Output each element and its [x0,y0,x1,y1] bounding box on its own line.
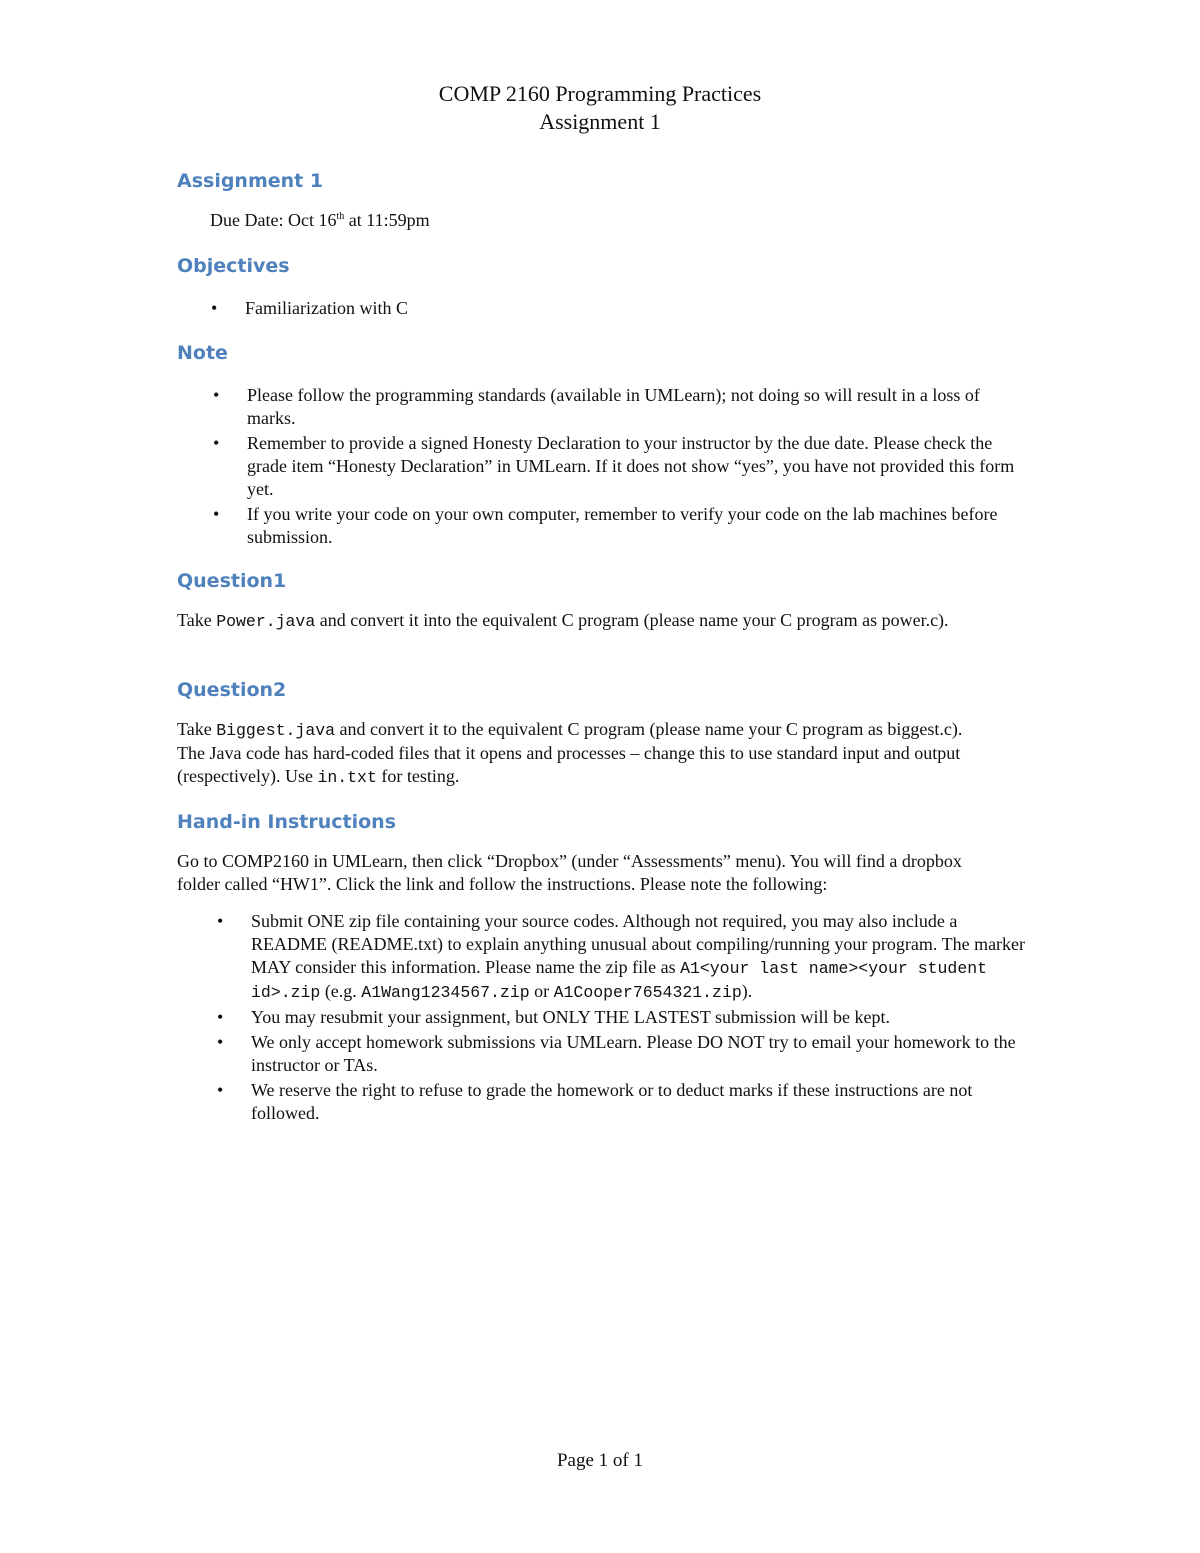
document-header [0,80,1200,136]
list-item-text: We reserve the right to refuse to grade the homework or to deduct marks if these instructions are not followed. [251,1080,973,1123]
heading-question2: Question2 [177,679,287,701]
due-date-prefix: Due Date: Oct 16 [210,210,337,230]
list-item-text: Remember to provide a signed Honesty Declaration to your instructor by the due date. Please check the grade item “Honesty Declaration” in UMLearn. If it does not show “yes”, you have not provided this form yet. [247,433,1015,499]
list-item-text: (e.g. [320,981,362,1001]
heading-objectives: Objectives [177,255,290,277]
handin-list [217,910,1031,1127]
question2-text-part: for testing. [376,766,460,786]
code-zip-example-2: A1Cooper7654321.zip [553,983,742,1002]
list-item-text: Please follow the programming standards (available in UMLearn); not doing so will result in a loss of marks. [247,385,980,428]
page-number: Page 1 of 1 [556,1450,643,1471]
objectives-list [211,297,1005,322]
heading-assignment: Assignment 1 [177,170,324,192]
assignment-title: Assignment 1 [539,109,661,134]
bullet-icon: • [217,1007,224,1027]
question1-text-part: Take [177,610,217,630]
bullet-icon: • [217,911,224,931]
list-item-text: If you write your code on your own computer, remember to verify your code on the lab machines before submission. [247,504,998,547]
course-title: COMP 2160 Programming Practices [438,81,762,106]
list-item-text: Familiarization with C [245,298,408,318]
question2-text [177,718,992,789]
code-power-java: Power.java [216,612,316,631]
list-item-text: or [529,981,554,1001]
question1-text-part: and convert it into the equivalent C program (please name your C program as power.c). [315,610,949,630]
list-item [217,1031,1031,1077]
question2-text-part: and convert it to the equivalent C program (please name your C program as biggest.c). The Java code has hard-coded files that it opens and processes – change this to use standard input and output (respectively). Use [177,719,963,786]
list-item-text: Submit ONE zip file containing your source codes. Although not required, you may also include a README (README.txt) to explain anything unusual about compiling/running your program. The marker MAY consider this information. Please name the zip file as [251,911,1026,977]
code-zip-name-pattern: A1<your last name><your student id>.zip [251,959,988,1002]
list-item [217,910,1031,1004]
heading-question1: Question1 [177,570,287,592]
note-list [213,384,1017,551]
list-item [211,297,1005,320]
bullet-icon: • [217,1080,224,1100]
due-date-superscript: th [336,211,345,222]
list-item [213,503,1017,549]
bullet-icon: • [211,298,218,318]
list-item [213,384,1017,430]
bullet-icon: • [213,433,220,453]
code-biggest-java: Biggest.java [216,721,336,740]
list-item [217,1006,1031,1029]
code-zip-example-1: A1Wang1234567.zip [361,983,530,1002]
heading-note: Note [177,342,228,364]
question1-text [177,609,977,633]
list-item-text: You may resubmit your assignment, but ONLY THE LASTEST submission will be kept. [251,1007,891,1027]
list-item [217,1079,1031,1125]
code-in-txt: in.txt [317,768,377,787]
due-date-suffix: at 11:59pm [344,210,430,230]
bullet-icon: • [213,385,220,405]
due-date [210,209,430,232]
heading-handin: Hand-in Instructions [177,811,397,833]
handin-intro: Go to COMP2160 in UMLearn, then click “Dropbox” (under “Assessments” menu). You will find a dropbox folder called “HW1”. Click the link and follow the instructions. Please note the following: [177,851,962,894]
question2-text-part: Take [177,719,217,739]
list-item-text: ). [741,981,753,1001]
bullet-icon: • [213,504,220,524]
bullet-icon: • [217,1032,224,1052]
list-item-text: We only accept homework submissions via UMLearn. Please DO NOT try to email your homework to the instructor or TAs. [251,1032,1016,1075]
list-item [213,432,1017,501]
